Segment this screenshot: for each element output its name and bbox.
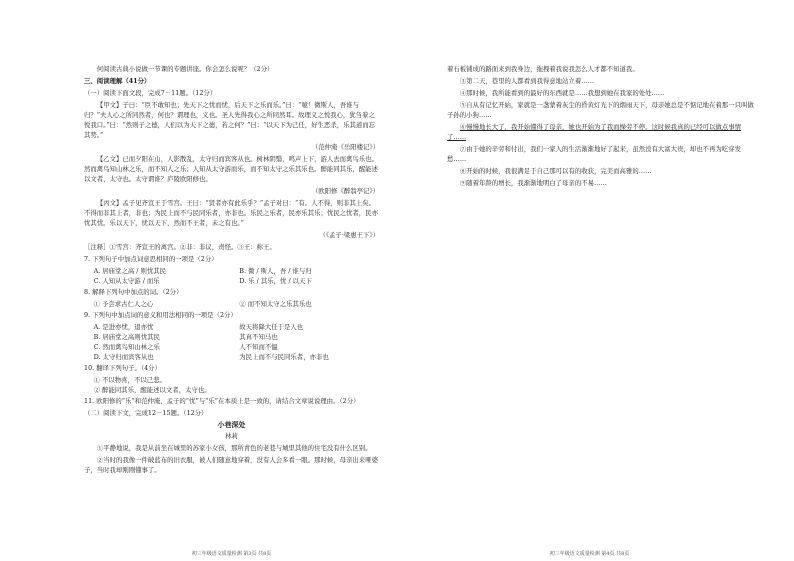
option-left: D. 太守归而宾客从也 xyxy=(93,353,154,361)
question-11: 11. 欧阳修的“乐”和范仲淹、孟子的“忧”与“乐”在本质上是一致的，请结合文章说说理由。（2分） xyxy=(84,397,360,405)
passage-yi: 【乙文】已而夕阳在山，人影散乱，太守归而宾客从也。树林阴翳，鸣声上下，游人去而禽鸟乐也。然而禽鸟知山林之乐，而不知人之乐；人知从太守游而乐，而不知太守之乐其乐也。醉能同其乐，醒能述以文者，太守也。太守谓谁？庐陵欧阳修也。 xyxy=(84,155,378,183)
story-paragraph: 着石板铺成的路面来到我身边，拖拽着我说我怎么人才都不知道我。 xyxy=(447,65,639,73)
story-paragraph: ⑨随着年龄的增长，我渐渐地明白了母亲的不易…… xyxy=(459,179,607,187)
story-paragraph: ③第二天，巷里的人都看到我得意地站立着…… xyxy=(459,77,594,85)
page-footer: 初三年级语文质量检测 第3页 共8页 xyxy=(191,551,272,557)
item: ① 不以物喜，不以己悲。 xyxy=(93,376,166,384)
question-8: 8. 解释下列句中加点的词。（2分） xyxy=(84,288,183,296)
passage-bing-source: （《孟子·梁惠王下》） xyxy=(319,231,379,239)
item: ② 而不知太守之乐其乐也 xyxy=(239,300,312,308)
annotations: ［注释］①雪宫：齐宣王的离宫。②非：非议，责怪。③王：称王。 xyxy=(84,243,276,251)
question-7: 7. 下列句子中加点词意思相同的一项是（2分） xyxy=(84,255,218,263)
passage-jia-source: （范仲淹《岳阳楼记》） xyxy=(311,143,379,151)
item: ① 予尝求古仁人之心 xyxy=(93,300,154,308)
question-8-items xyxy=(94,299,379,309)
story-paragraph: ⑤自从有记忆开始，家就是一盏蒙着灰尘的昏黄灯光下的烟雨天下，母亲她总是不惦记地在着那一只叫做子孙的小狗…… xyxy=(447,101,754,119)
passage-jia: 【甲文】子曰：“臣不敢知也；先天下之忧而忧，后天下之乐而乐。”曰：“噫！微斯人，吾谁与归？”夫人心之所同然者，何也？谓理也，义也。圣人先得我心之所同然耳。故理义之悦我心，犹刍豢之悦我口。”曰：“然则子之德，人们以为天下之德，若之何？”曰：“以天下为己任，好生恶杀，乐其道而忘其势。” xyxy=(84,101,376,139)
subsection-heading: （一）阅读下面文段，完成7－11题。（12分） xyxy=(84,89,217,97)
option: B. 微 / 斯人，吾 / 谁与归 xyxy=(239,267,312,275)
section-heading: 三、阅读理解（41分） xyxy=(84,77,151,85)
right-page xyxy=(397,0,794,561)
prev-question: 何阅读古典小说做一节课的专题讲座。你会怎么说呢？（2分） xyxy=(96,65,274,73)
option-left: B. 居庙堂之高则忧其民 xyxy=(93,333,160,341)
question-9-options xyxy=(94,322,379,362)
option-right: 人不知而不愠 xyxy=(239,343,278,351)
subsection-heading-2: （二）阅读下文，完成12－15题。（12分） xyxy=(84,409,208,417)
option-left: C. 然而禽鸟知山林之乐 xyxy=(93,343,160,351)
option: D. 乐 / 其乐，忧 / 以天下 xyxy=(239,277,312,285)
option: A. 居庙堂之高 / 则忧其民 xyxy=(93,267,167,275)
option-right: 为民上而不与民同乐者，亦非也 xyxy=(239,353,329,361)
passage-bing: 【丙文】孟子见齐宣王于雪宫。王曰：“贤者亦有此乐乎？”孟子对曰：“有。人不得，则非其上矣。不得而非其上者，非也；为民上而不与民同乐者，亦非也。乐民之乐者，民亦乐其乐；忧民之忧者，民亦忧其忧。乐以天下，忧以天下，然而不王者，未之有也。” xyxy=(84,199,378,227)
story-author: 林莉 xyxy=(225,432,238,440)
option-left: A. 是进亦忧，退亦忧 xyxy=(93,323,154,331)
story-paragraph: ②当时的我像一件破蓝布的旧衣服，被人们随意地穿着，没有人会多看一眼。那时候，母亲出来哑婆子，当时我却刚刚懂事了。 xyxy=(84,456,378,474)
question-7-options xyxy=(94,266,379,286)
question-9: 9. 下列句中加点词的意义和用法相同的一项是（2分） xyxy=(84,311,237,319)
question-10: 10. 翻译下列句子。（4分） xyxy=(84,364,161,372)
question-10-items xyxy=(94,375,379,395)
option-right: 故天将降大任于是人也 xyxy=(239,323,304,331)
item: ② 醉能同其乐，醒能述以文者，太守也。 xyxy=(93,386,211,394)
passage-yi-source: （欧阳修《醉翁亭记》） xyxy=(311,187,379,195)
story-paragraph: ⑥慢慢地长大了，我开始懂得了母亲，她也开始为了我而操劳不停。这时候我真的已经可以做点事情了…… xyxy=(447,123,741,141)
story-paragraph: ①平静地说，我是从前坐在城里的苏家小女孩，那所青色的老巷与城里其他的住宅没有什么区别。 xyxy=(96,444,372,452)
page-footer: 初三年级语文质量检测 第4页 共8页 xyxy=(549,551,630,557)
story-paragraph: ④那时候，我所能看到的最好的东西就是……我想到她在我家的处处…… xyxy=(459,89,665,97)
option-right: 其真不知马也 xyxy=(239,333,278,341)
story-title: 小巷深处 xyxy=(217,420,246,429)
story-paragraph: ⑧开始的时候，我很满足于自己那可以有的收获，完美而高雅的…… xyxy=(459,167,652,175)
option: C. 人知从太守游 / 而乐 xyxy=(93,277,160,285)
story-paragraph: ⑦由于她的辛劳和付出，我们一家人的生活渐渐地好了起来，虽然没有大富大贵，却也不再为吃穿发愁…… xyxy=(447,145,741,163)
